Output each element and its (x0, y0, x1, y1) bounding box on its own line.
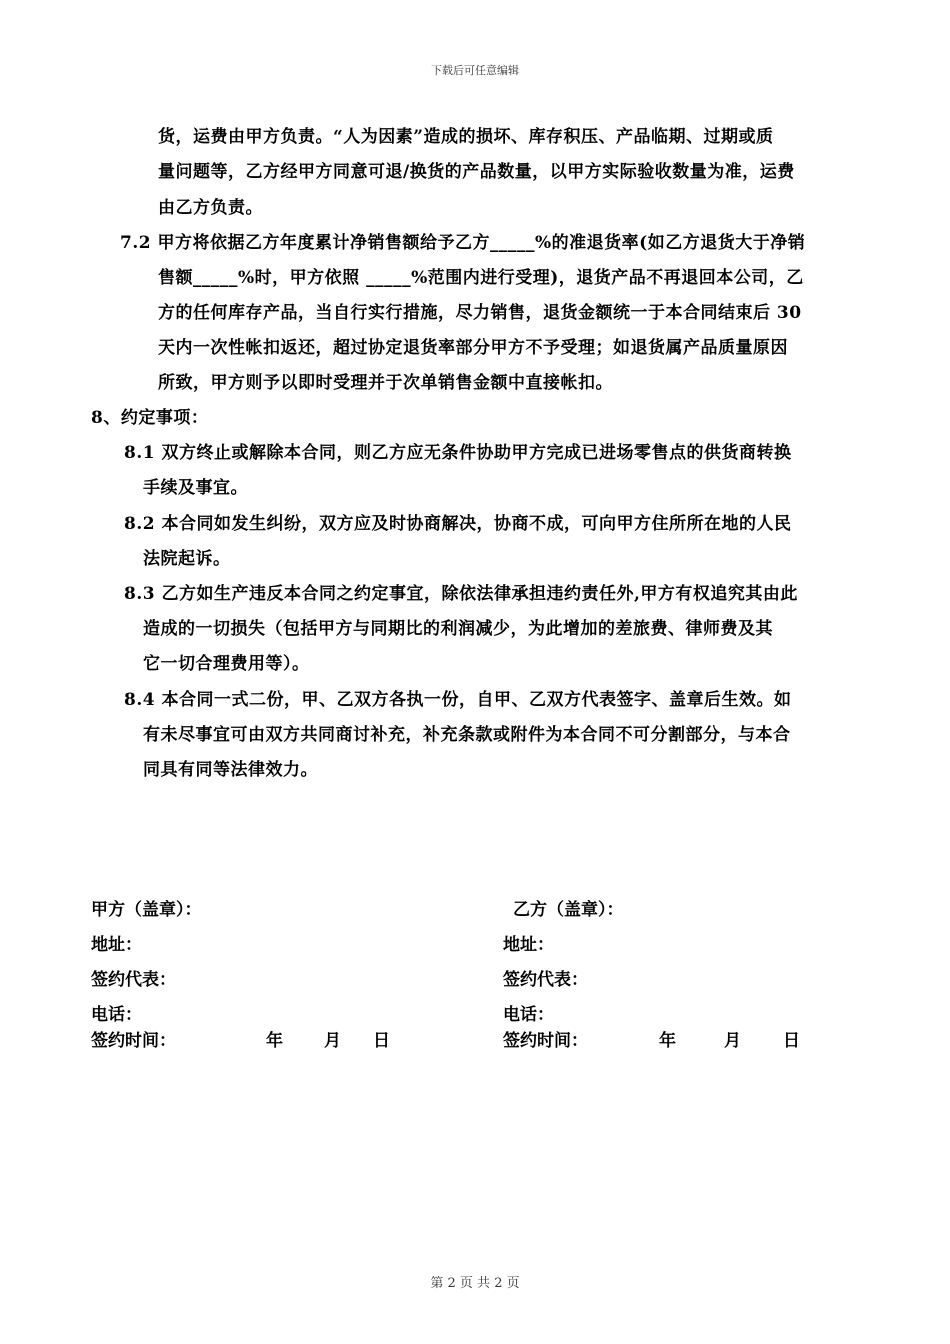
page-footer: 第 2 页 共 2 页 (430, 1276, 520, 1291)
clause-line: 8.2 本合同如发生纠纷，双方应及时协商解决，协商不成，可向甲方住所所在地的人民 (124, 514, 792, 534)
clause-line: 量问题等，乙方经甲方同意可退/换货的产品数量，以甲方实际验收数量为准，运费 (158, 162, 795, 182)
party-b-rep: 签约代表： (503, 970, 588, 990)
party-a-date: 签约时间： (91, 1031, 176, 1051)
clause-line: 8.3 乙方如生产违反本合同之约定事宜，除依法律承担违约责任外,甲方有权追究其由此 (124, 584, 798, 604)
clause-line: 有未尽事宜可由双方共同商讨补充，补充条款或附件为本合同不可分割部分，与本合 (143, 725, 791, 745)
party-b-year: 年 (659, 1031, 676, 1051)
clause-line: 售额_____%时，甲方依照 _____%范围内进行受理)，退货产品不再退回本公司，乙 (158, 268, 804, 288)
clause-line: 8.4 本合同一式二份，甲、乙双方各执一份，自甲、乙双方代表签字、盖章后生效。如 (124, 690, 792, 710)
clause-line: 天内一次性帐扣返还，超过协定退货率部分甲方不予受理；如退货属产品质量原因 (158, 338, 788, 358)
clause-line: 手续及事宜。 (143, 478, 248, 498)
clause-line: 8.1 双方终止或解除本合同，则乙方应无条件协助甲方完成已进场零售点的供货商转换 (124, 443, 792, 463)
clause-line: 它一切合理费用等）。 (143, 654, 310, 674)
clause-line: 货，运费由甲方负责。“人为因素”造成的损坏、库存积压、产品临期、过期或质 (158, 127, 774, 147)
party-a-phone: 电话： (91, 1005, 142, 1025)
party-a-address: 地址： (91, 935, 142, 955)
party-b-phone: 电话： (503, 1005, 554, 1025)
clause-line: 法院起诉。 (143, 549, 231, 569)
party-a-month: 月 (324, 1031, 341, 1051)
party-b-day: 日 (783, 1031, 800, 1051)
party-b-month: 月 (724, 1031, 741, 1051)
clause-line: 方的任何库存产品，当自行实行措施，尽力销售，退货金额统一于本合同结束后 30 (158, 303, 802, 323)
party-b-seal: 乙方（盖章）： (513, 900, 624, 920)
clause-line: 由乙方负责。 (158, 198, 263, 218)
section-heading: 8、约定事项： (91, 408, 209, 428)
party-b-date: 签约时间： (503, 1031, 588, 1051)
clause-line: 同具有同等法律效力。 (143, 760, 318, 780)
party-a-day: 日 (373, 1031, 390, 1051)
party-a-rep: 签约代表： (91, 970, 176, 990)
page-header: 下载后可任意编辑 (431, 64, 519, 77)
clause-line: 所致，甲方则予以即时受理并于次单销售金额中直接帐扣。 (158, 373, 613, 393)
clause-line: 7.2 甲方将依据乙方年度累计净销售额给予乙方_____%的准退货率(如乙方退货大于净销 (120, 233, 806, 253)
party-a-seal: 甲方（盖章）： (91, 900, 202, 920)
party-b-address: 地址： (503, 935, 554, 955)
clause-line: 造成的一切损失（包括甲方与同期比的利润减少，为此增加的差旅费、律师费及其 (143, 619, 773, 639)
party-a-year: 年 (266, 1031, 283, 1051)
